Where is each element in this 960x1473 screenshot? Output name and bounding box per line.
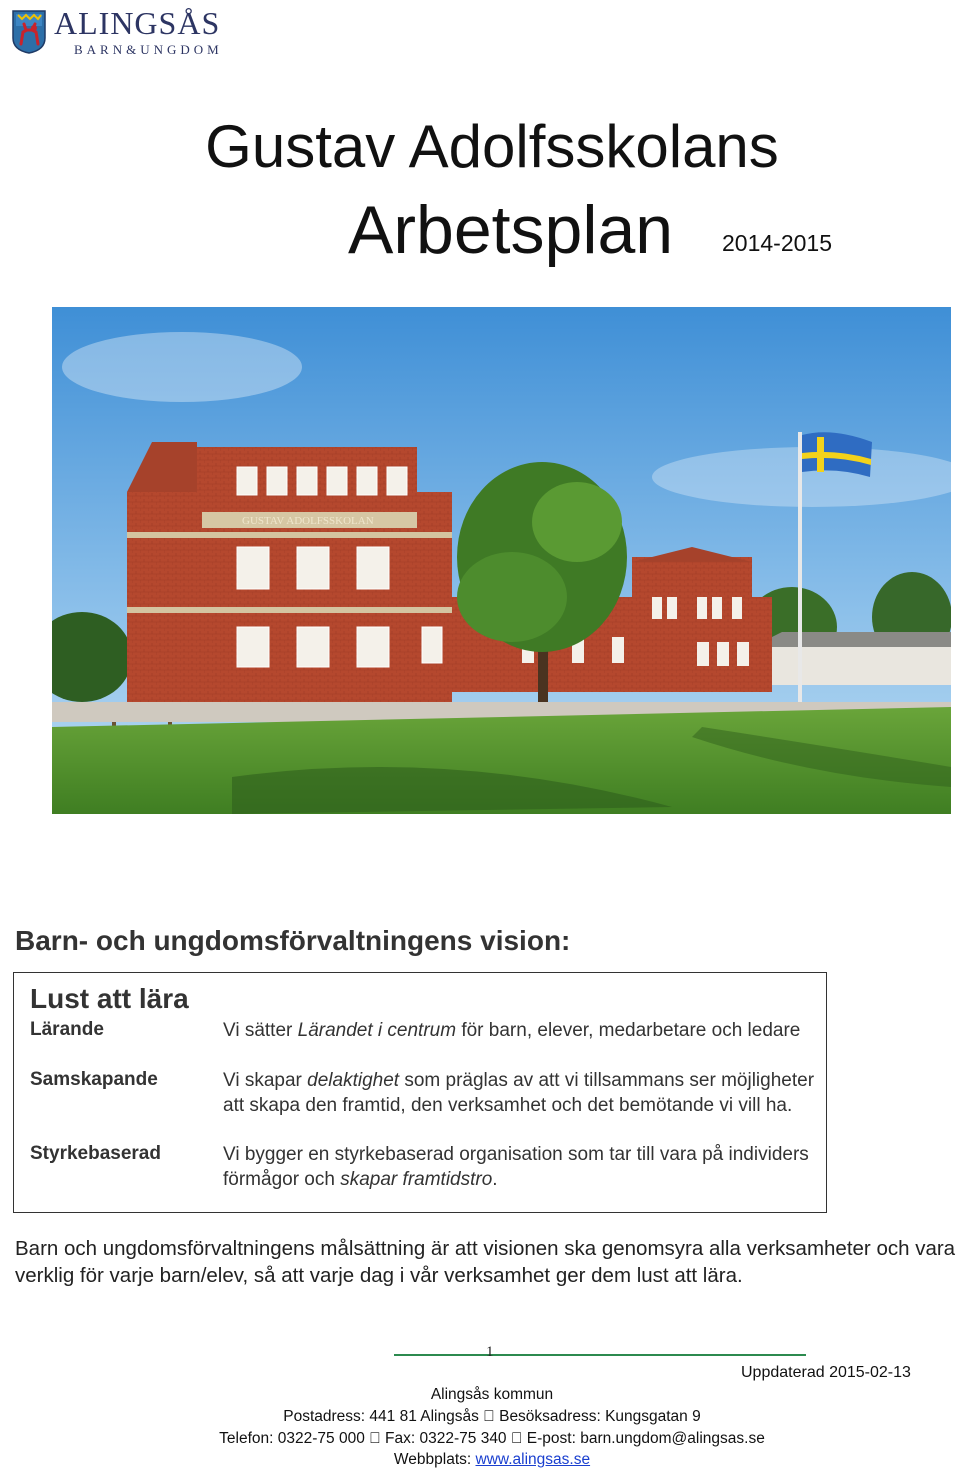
goal-paragraph: Barn och ungdomsförvaltningens målsättning är att visionen ska genomsyra alla verksamheter och vara verklig för varje barn/elev, så att varje dag i vår verksamhet ger dem lust att lära. — [15, 1237, 956, 1287]
footer-municipality: Alingsås kommun — [430, 1386, 554, 1403]
logo-subtitle: BARN&UNGDOM — [74, 42, 223, 57]
alingsas-logo — [10, 6, 240, 56]
school-building-photo — [52, 307, 951, 814]
page-number: 1 — [486, 1344, 494, 1360]
vision-label-styrkebaserad: Styrkebaserad — [30, 1143, 161, 1164]
footer-contact: Telefon: 0322-75 000 Fax: 0322-75 340 E-post: barn.ungdom@alingsas.se — [235, 1430, 749, 1447]
vision-heading: Barn- och ungdomsförvaltningens vision: — [15, 925, 571, 956]
facade-sign: GUSTAV ADOLFSSKOLAN — [242, 515, 374, 527]
footer-divider — [394, 1354, 806, 1356]
vision-text-styrkebaserad: Vi bygger en styrkebaserad organisation som tar till vara på individers förmågor och skapar framtidstro. — [223, 1144, 809, 1190]
document-title-line2: Arbetsplan — [348, 192, 674, 268]
footer-website — [0, 1451, 960, 1469]
coat-of-arms-icon — [12, 10, 46, 54]
logo-wordmark: ALINGSÅS — [54, 5, 221, 41]
vision-box — [13, 972, 827, 1213]
vision-text-larande: Vi sätter Lärandet i centrum för barn, elever, medarbetare och ledare — [223, 1020, 801, 1041]
footer-postal-address: Postadress: 441 81 Alingsås Besöksadress: Kungsgatan 9 — [291, 1408, 693, 1425]
updated-date: Uppdaterad 2015-02-13 — [741, 1364, 911, 1381]
vision-text-samskapande: Vi skapar delaktighet som präglas av att vi tillsammans ser möjligheter att skapa den framtid, den verksamhet och det bemötande vi vill ha. — [223, 1070, 815, 1116]
document-title-line1: Gustav Adolfsskolans — [205, 113, 779, 180]
vision-box-title: Lust att lära — [30, 983, 189, 1014]
school-photo-illustration — [52, 307, 951, 814]
school-year: 2014-2015 — [722, 230, 832, 256]
vision-label-samskapande: Samskapande — [30, 1069, 158, 1090]
website-label: Webbplats: — [393, 1451, 476, 1468]
website-link[interactable]: www.alingsas.se — [475, 1451, 591, 1468]
vision-label-larande: Lärande — [30, 1019, 104, 1040]
